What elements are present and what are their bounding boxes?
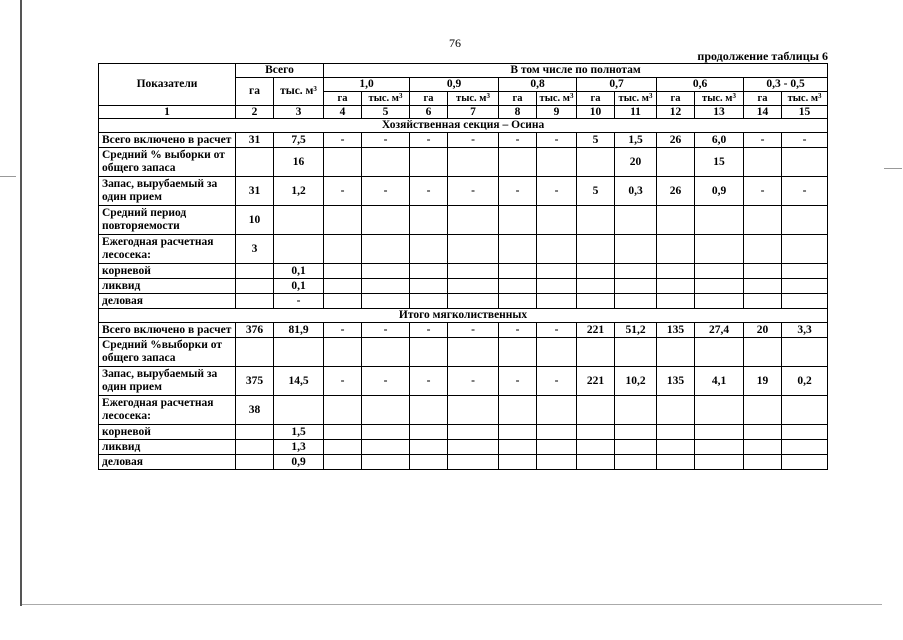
- table-cell: [448, 206, 499, 235]
- column-number: 10: [577, 106, 615, 119]
- table-cell: [657, 425, 695, 440]
- table-cell: [577, 235, 615, 264]
- table-cell: -: [410, 177, 448, 206]
- table-cell: [744, 264, 782, 279]
- table-cell: [499, 396, 537, 425]
- column-number: 7: [448, 106, 499, 119]
- table-cell: [577, 206, 615, 235]
- table-cell: [448, 425, 499, 440]
- table-cell: [537, 425, 577, 440]
- row-label: Средний период повторяемости: [99, 206, 236, 235]
- table-cell: [274, 396, 324, 425]
- table-cell: [695, 338, 744, 367]
- row-label: Всего включено в расчет: [99, 323, 236, 338]
- table-cell: [499, 279, 537, 294]
- scan-mark-right: [884, 168, 902, 169]
- table-cell: [324, 148, 362, 177]
- table-cell: [657, 235, 695, 264]
- scan-edge-left: [20, 0, 22, 606]
- subheader-thous-m3: тыс. $м^3$: [362, 92, 410, 106]
- table-cell: [448, 235, 499, 264]
- row-label: деловая: [99, 294, 236, 309]
- table-cell: -: [324, 177, 362, 206]
- table-cell: 0,1: [274, 279, 324, 294]
- table-cell: [577, 455, 615, 470]
- table-cell: [537, 455, 577, 470]
- table-cell: [499, 425, 537, 440]
- table-cell: -: [324, 367, 362, 396]
- table-cell: [537, 279, 577, 294]
- table-cell: [236, 440, 274, 455]
- table-row: [99, 396, 828, 425]
- subheader-thous-m3: тыс. $м^3$: [695, 92, 744, 106]
- table-cell: [324, 440, 362, 455]
- table-cell: 10: [236, 206, 274, 235]
- table-cell: [410, 264, 448, 279]
- table-cell: [499, 455, 537, 470]
- table-cell: [577, 279, 615, 294]
- subheader-ha: га: [744, 92, 782, 106]
- subheader-ha: га: [499, 92, 537, 106]
- table-cell: -: [537, 177, 577, 206]
- table-cell: [362, 338, 410, 367]
- header-density-0-7: 0,7: [577, 78, 657, 92]
- table-cell: -: [362, 177, 410, 206]
- row-label: Средний % выборки от общего запаса: [99, 148, 236, 177]
- table-cell: -: [410, 367, 448, 396]
- table-cell: [782, 425, 828, 440]
- table-cell: [615, 440, 657, 455]
- table-cell: [695, 206, 744, 235]
- table-cell: 5: [577, 133, 615, 148]
- table-cell: -: [499, 177, 537, 206]
- header-total: Всего: [236, 64, 324, 78]
- table-cell: [782, 455, 828, 470]
- column-number: 11: [615, 106, 657, 119]
- table-cell: [695, 264, 744, 279]
- table-cell: [615, 396, 657, 425]
- table-cell: [448, 440, 499, 455]
- table-cell: -: [410, 133, 448, 148]
- table-cell: -: [448, 133, 499, 148]
- section-title: Итого мягколиственных: [99, 309, 828, 323]
- table-cell: -: [362, 133, 410, 148]
- column-number: 3: [274, 106, 324, 119]
- table-cell: [744, 425, 782, 440]
- table-cell: [537, 396, 577, 425]
- table-cell: [615, 294, 657, 309]
- table-cell: [448, 279, 499, 294]
- table-cell: [448, 148, 499, 177]
- table-cell: [657, 396, 695, 425]
- table-cell: 7,5: [274, 133, 324, 148]
- page-number: 76: [449, 36, 461, 50]
- table-cell: [448, 396, 499, 425]
- table-cell: [537, 206, 577, 235]
- table-cell: [577, 440, 615, 455]
- table-cell: [236, 264, 274, 279]
- table-cell: [744, 294, 782, 309]
- header-density-0-6: 0,6: [657, 78, 744, 92]
- table-cell: 0,1: [274, 264, 324, 279]
- table-cell: [695, 279, 744, 294]
- table-cell: [615, 235, 657, 264]
- row-label: ликвид: [99, 440, 236, 455]
- table-cell: [695, 396, 744, 425]
- row-label: Запас, вырубаемый за один прием: [99, 367, 236, 396]
- table-cell: [782, 338, 828, 367]
- table-cell: [236, 425, 274, 440]
- table-cell: [615, 425, 657, 440]
- table-cell: [324, 338, 362, 367]
- table-cell: [324, 264, 362, 279]
- column-number: 15: [782, 106, 828, 119]
- table-cell: 27,4: [695, 323, 744, 338]
- table-cell: [362, 455, 410, 470]
- table-cell: [657, 264, 695, 279]
- row-label: ликвид: [99, 279, 236, 294]
- table-cell: [362, 206, 410, 235]
- table-cell: 1,2: [274, 177, 324, 206]
- table-cell: [499, 440, 537, 455]
- table-cell: [657, 294, 695, 309]
- table-cell: [537, 148, 577, 177]
- table-cell: [324, 425, 362, 440]
- table-cell: 376: [236, 323, 274, 338]
- table-cell: [657, 338, 695, 367]
- table-cell: -: [744, 133, 782, 148]
- row-label: Ежегодная расчетная лесосека:: [99, 396, 236, 425]
- table-cell: [695, 235, 744, 264]
- table-cell: [657, 206, 695, 235]
- table-cell: 0,3: [615, 177, 657, 206]
- header-density-0-8: 0,8: [499, 78, 577, 92]
- table-cell: [448, 264, 499, 279]
- column-number: 8: [499, 106, 537, 119]
- table-cell: [236, 279, 274, 294]
- column-number: 9: [537, 106, 577, 119]
- table-cell: [362, 294, 410, 309]
- table-cell: -: [448, 323, 499, 338]
- table-cell: [744, 396, 782, 425]
- table-cell: [577, 396, 615, 425]
- table-cell: 135: [657, 367, 695, 396]
- column-number: 12: [657, 106, 695, 119]
- table-row: [99, 264, 828, 279]
- table-cell: [744, 206, 782, 235]
- table-cell: 6,0: [695, 133, 744, 148]
- table-cell: [744, 235, 782, 264]
- table-cell: [782, 294, 828, 309]
- table-cell: [362, 396, 410, 425]
- table-cell: 10,2: [615, 367, 657, 396]
- table-cell: [577, 425, 615, 440]
- scan-mark-left: [0, 176, 16, 177]
- table-cell: [577, 294, 615, 309]
- table-cell: -: [537, 367, 577, 396]
- row-label: корневой: [99, 425, 236, 440]
- table-cell: [362, 279, 410, 294]
- table-cell: [362, 440, 410, 455]
- table-cell: [324, 455, 362, 470]
- column-number: 5: [362, 106, 410, 119]
- table-cell: [448, 294, 499, 309]
- table-cell: [362, 148, 410, 177]
- table-cell: [236, 148, 274, 177]
- table-row: [99, 338, 828, 367]
- table-cell: [537, 294, 577, 309]
- table-cell: [615, 279, 657, 294]
- table-cell: 0,9: [695, 177, 744, 206]
- table-cell: 81,9: [274, 323, 324, 338]
- forest-data-table: [98, 63, 828, 470]
- table-cell: [744, 455, 782, 470]
- table-cell: -: [410, 323, 448, 338]
- table-cell: [499, 148, 537, 177]
- table-cell: [657, 440, 695, 455]
- table-cell: [448, 455, 499, 470]
- table-row: [99, 206, 828, 235]
- row-label: Ежегодная расчетная лесосека:: [99, 235, 236, 264]
- table-cell: 51,2: [615, 323, 657, 338]
- table-cell: [782, 235, 828, 264]
- table-cell: [782, 396, 828, 425]
- table-cell: [410, 455, 448, 470]
- column-number: 2: [236, 106, 274, 119]
- column-number: 13: [695, 106, 744, 119]
- table-cell: -: [324, 133, 362, 148]
- table-cell: [537, 440, 577, 455]
- section-title: Хозяйственная секция – Осина: [99, 119, 828, 133]
- table-cell: [410, 235, 448, 264]
- table-cell: 3,3: [782, 323, 828, 338]
- table-row: [99, 148, 828, 177]
- table-cell: [324, 279, 362, 294]
- table-cell: -: [448, 177, 499, 206]
- table-cell: 38: [236, 396, 274, 425]
- table-cell: 0,9: [274, 455, 324, 470]
- subheader-ha: га: [657, 92, 695, 106]
- table-cell: [324, 206, 362, 235]
- column-number: 14: [744, 106, 782, 119]
- table-cell: [744, 440, 782, 455]
- subheader-thous-m3: тыс. $м^3$: [537, 92, 577, 106]
- table-cell: [410, 206, 448, 235]
- table-row: [99, 440, 828, 455]
- table-cell: [695, 455, 744, 470]
- table-cell: [324, 235, 362, 264]
- table-cell: 20: [615, 148, 657, 177]
- table-cell: 31: [236, 177, 274, 206]
- table-cell: [657, 455, 695, 470]
- table-cell: -: [744, 177, 782, 206]
- subheader-ha: га: [324, 92, 362, 106]
- table-cell: [577, 264, 615, 279]
- column-number: 1: [99, 106, 236, 119]
- table-row: [99, 235, 828, 264]
- table-cell: 15: [695, 148, 744, 177]
- table-cell: -: [782, 133, 828, 148]
- header-density-1-0: 1,0: [324, 78, 410, 92]
- table-cell: [410, 440, 448, 455]
- table-cell: -: [537, 323, 577, 338]
- table-cell: [499, 338, 537, 367]
- table-cell: [236, 294, 274, 309]
- table-cell: 1,5: [274, 425, 324, 440]
- table-cell: [782, 279, 828, 294]
- table-cell: -: [499, 133, 537, 148]
- table-row: [99, 279, 828, 294]
- table-cell: 221: [577, 323, 615, 338]
- row-label: деловая: [99, 455, 236, 470]
- table-cell: 19: [744, 367, 782, 396]
- table-cell: [657, 279, 695, 294]
- subheader-thous-m3: тыс. $м^3$: [448, 92, 499, 106]
- header-indicators: Показатели: [99, 64, 236, 106]
- table-cell: [410, 338, 448, 367]
- table-cell: [499, 294, 537, 309]
- subheader-thous-m3: тыс. $м^3$: [615, 92, 657, 106]
- table-cell: [537, 264, 577, 279]
- table-cell: [410, 148, 448, 177]
- table-cell: [410, 294, 448, 309]
- table-cell: 20: [744, 323, 782, 338]
- table-cell: -: [324, 323, 362, 338]
- table-cell: 31: [236, 133, 274, 148]
- table-cell: [448, 338, 499, 367]
- column-number: 4: [324, 106, 362, 119]
- column-number: 6: [410, 106, 448, 119]
- header-total-thous-m3: тыс. $м^3$: [274, 78, 324, 106]
- table-cell: -: [362, 367, 410, 396]
- subheader-ha: га: [577, 92, 615, 106]
- table-cell: [274, 338, 324, 367]
- table-cell: [577, 148, 615, 177]
- table-cell: [615, 264, 657, 279]
- header-density-0-9: 0,9: [410, 78, 499, 92]
- table-cell: [615, 206, 657, 235]
- table-cell: 26: [657, 133, 695, 148]
- header-by-density: В том числе по полнотам: [324, 64, 828, 78]
- table-cell: [499, 235, 537, 264]
- table-cell: [744, 338, 782, 367]
- header-total-ha: га: [236, 78, 274, 106]
- table-cell: -: [537, 133, 577, 148]
- table-cell: 3: [236, 235, 274, 264]
- row-label: Запас, вырубаемый за один прием: [99, 177, 236, 206]
- table-cell: [324, 396, 362, 425]
- table-continuation-caption: продолжение таблицы 6: [697, 49, 828, 63]
- table-cell: [577, 338, 615, 367]
- table-cell: 14,5: [274, 367, 324, 396]
- row-label: Средний %выборки от общего запаса: [99, 338, 236, 367]
- table-cell: [274, 206, 324, 235]
- table-cell: [695, 425, 744, 440]
- table-cell: 16: [274, 148, 324, 177]
- table-cell: 135: [657, 323, 695, 338]
- scan-edge-bottom: [22, 604, 882, 605]
- table-cell: [615, 338, 657, 367]
- table-cell: [362, 235, 410, 264]
- table-row: [99, 425, 828, 440]
- table-cell: [499, 206, 537, 235]
- table-cell: 375: [236, 367, 274, 396]
- table-cell: [410, 279, 448, 294]
- table-cell: [537, 338, 577, 367]
- table-cell: [657, 148, 695, 177]
- table-cell: [537, 235, 577, 264]
- table-cell: -: [274, 294, 324, 309]
- table-cell: [236, 455, 274, 470]
- table-cell: [782, 264, 828, 279]
- table-cell: 221: [577, 367, 615, 396]
- table-cell: [362, 264, 410, 279]
- table-cell: -: [499, 323, 537, 338]
- table-cell: 4,1: [695, 367, 744, 396]
- table-cell: [744, 148, 782, 177]
- table-cell: 0,2: [782, 367, 828, 396]
- table-row: [99, 133, 828, 148]
- table-cell: [782, 148, 828, 177]
- table-cell: 1,3: [274, 440, 324, 455]
- table-cell: [410, 425, 448, 440]
- table-cell: 26: [657, 177, 695, 206]
- table-row: [99, 177, 828, 206]
- table-cell: [615, 455, 657, 470]
- table-cell: 1,5: [615, 133, 657, 148]
- table-cell: -: [448, 367, 499, 396]
- table-cell: [744, 279, 782, 294]
- table-cell: [362, 425, 410, 440]
- table-cell: -: [362, 323, 410, 338]
- table-cell: [410, 396, 448, 425]
- subheader-thous-m3: тыс. $м^3$: [782, 92, 828, 106]
- subheader-ha: га: [410, 92, 448, 106]
- header-density-0-3-0-5: 0,3 - 0,5: [744, 78, 828, 92]
- table-cell: 5: [577, 177, 615, 206]
- row-label: Всего включено в расчет: [99, 133, 236, 148]
- table-cell: [324, 294, 362, 309]
- table-row: [99, 294, 828, 309]
- table-row: [99, 323, 828, 338]
- table-row: [99, 367, 828, 396]
- row-label: корневой: [99, 264, 236, 279]
- table-cell: -: [499, 367, 537, 396]
- table-cell: [236, 338, 274, 367]
- table-cell: [695, 440, 744, 455]
- table-cell: [695, 294, 744, 309]
- table-cell: [499, 264, 537, 279]
- table-cell: [782, 206, 828, 235]
- table-cell: [782, 440, 828, 455]
- table-row: [99, 455, 828, 470]
- table-cell: -: [782, 177, 828, 206]
- table-cell: [274, 235, 324, 264]
